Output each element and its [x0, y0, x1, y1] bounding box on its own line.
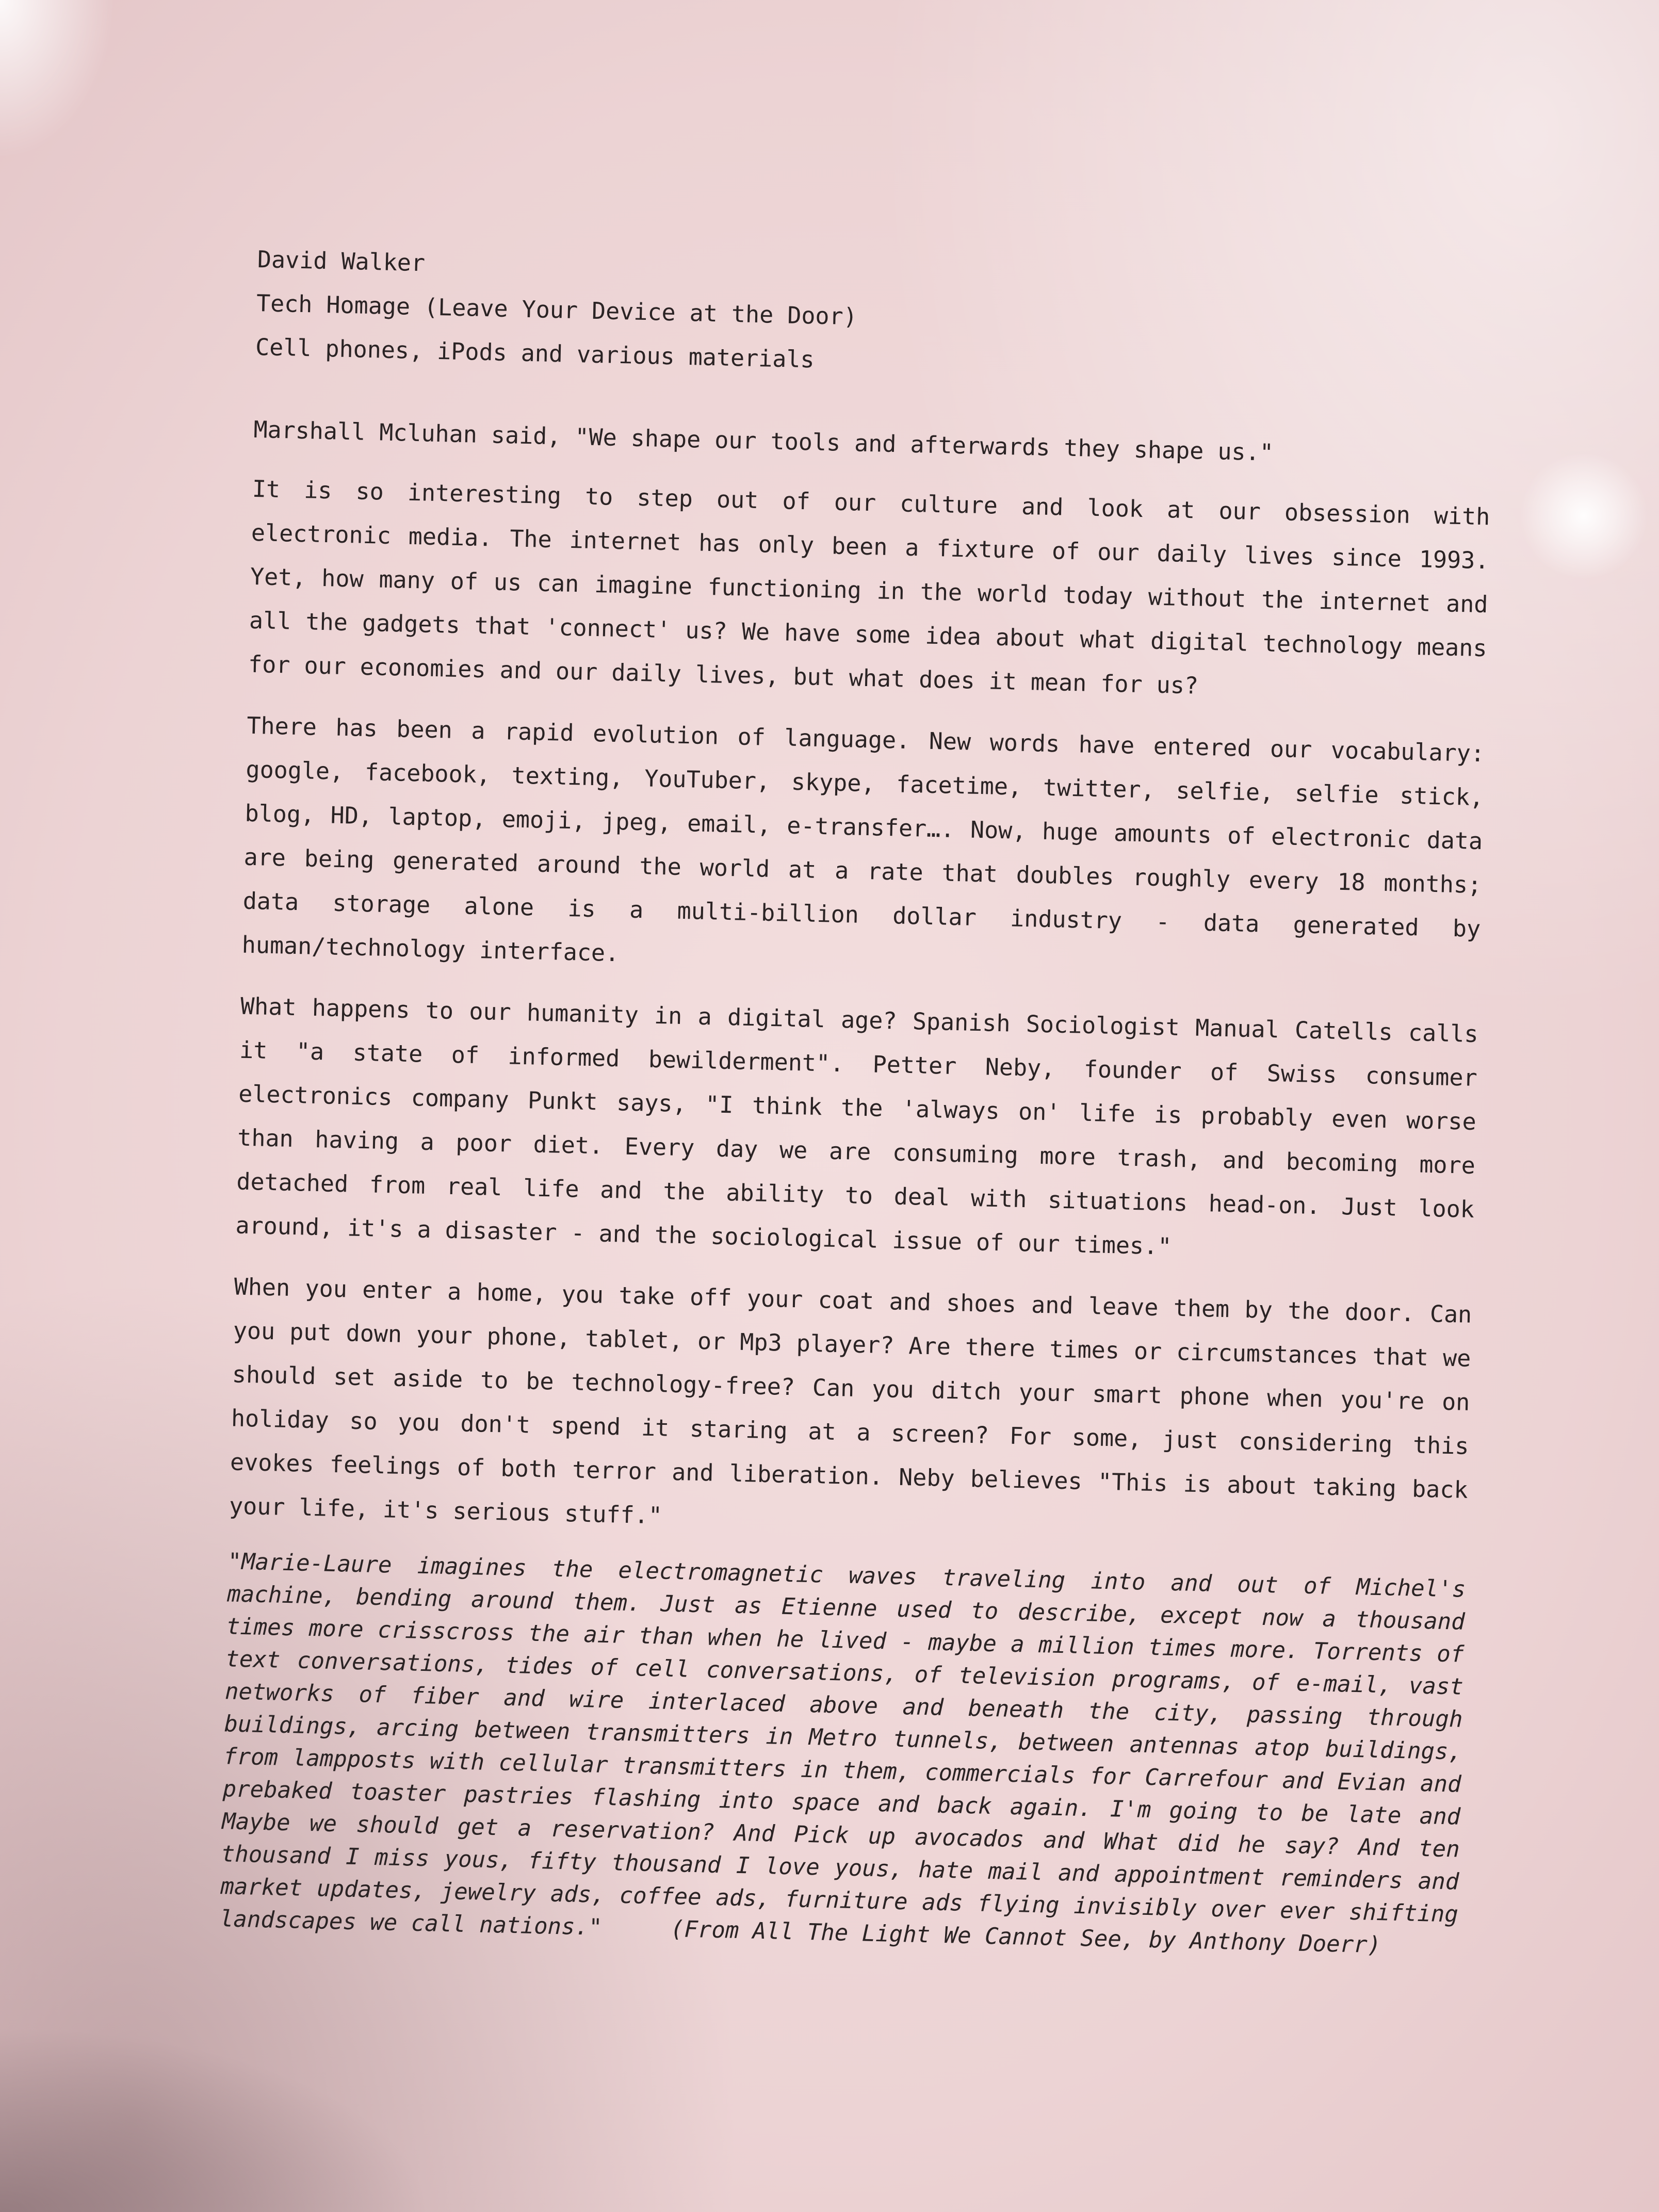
- book-excerpt: [219, 1545, 1466, 1963]
- paragraph: It is so interesting to step out of our culture and look at our obsession with electronic media. The internet has only been a fixture of our daily lives since 1993. Yet, how many of us can imagine functioning in the world today without the internet and all the gadgets that 'connect' us? We have some idea about what digital technology means for our economies and our daily lives, but what does it mean for us?: [248, 475, 1490, 700]
- paragraph: What happens to our humanity in a digital age? Spanish Sociologist Manual Catells calls it "a state of informed bewilderment". Petter Neby, founder of Swiss consumer electronics company Punkt says, "I think the 'always on' life is probably even worse than having a poor diet. Every day we are consuming more trash, and becoming more detached from real life and the ability to deal with situations head-on. Just look around, it's a disaster - and the sociological issue of our times.": [235, 992, 1479, 1260]
- light-glare-top-left: [0, 0, 134, 186]
- opening-quote: Marshall Mcluhan said, "We shape our tools and afterwards they shape us.": [253, 415, 1274, 466]
- artist-statement: [219, 237, 1495, 1986]
- paragraph: When you enter a home, you take off your coat and shoes and leave them by the door. Can you put down your phone, tablet, or Mp3 player? Are there times or circumstances that we should set aside to be technology-free? Can you ditch your smart phone when you're on holiday so you don't spend it staring at a screen? For some, just considering this evokes feelings of both terror and liberation. Neby believes "This is about taking back your life, it's serious stuff.": [229, 1273, 1472, 1530]
- artwork-label: [255, 237, 1495, 397]
- paragraph: There has been a rapid evolution of language. New words have entered our vocabulary: google, facebook, texting, YouTuber, skype, facetime, twitter, selfie, selfie stick, blog, HD, laptop, emoji, jpeg, email, e-transfer…. Now, huge amounts of electronic data are being generated around the world at a rate that doubles roughly every 18 months; data storage alone is a multi-billion dollar industry - data generated by human/technology interface.: [241, 711, 1485, 967]
- light-glare-right: [1517, 454, 1651, 578]
- artwork-title: Tech Homage (Leave Your Device at the Door): [256, 289, 858, 331]
- excerpt-citation: (From All The Light We Cannot See, by Anthony Doerr): [670, 1916, 1381, 1959]
- shadow-bottom-left: [0, 2012, 464, 2212]
- artwork-materials: Cell phones, iPods and various materials: [255, 333, 815, 373]
- artist-name: David Walker: [257, 245, 426, 277]
- excerpt-text: "Marie-Laure imagines the electromagnetic waves traveling into and out of Michel's machine, bending around them. Just as Etienne used to describe, except now a thousand times more crisscross the air than when he lived - maybe a million times more. Torrents of text conversations, tides of cell conversations, of television programs, of e-mail, vast networks of fiber and wire interlaced above and beneath the city, passing through buildings, arcing between transmitters in Metro tunnels, between antennas atop buildings, from lampposts with cellular transmitters in them, commercials for Carrefour and Evian and prebaked toaster pastries flashing into space and back again. I'm going to be late and Maybe we should get a reservation? And Pick up avocados and What did he say? And ten thousand I miss yous, fifty thousand I love yous, hate mail and appointment reminders and market updates, jewelry ads, coffee ads, furniture ads flying invisibly over ever shifting landscapes we call nations.": [219, 1548, 1466, 1941]
